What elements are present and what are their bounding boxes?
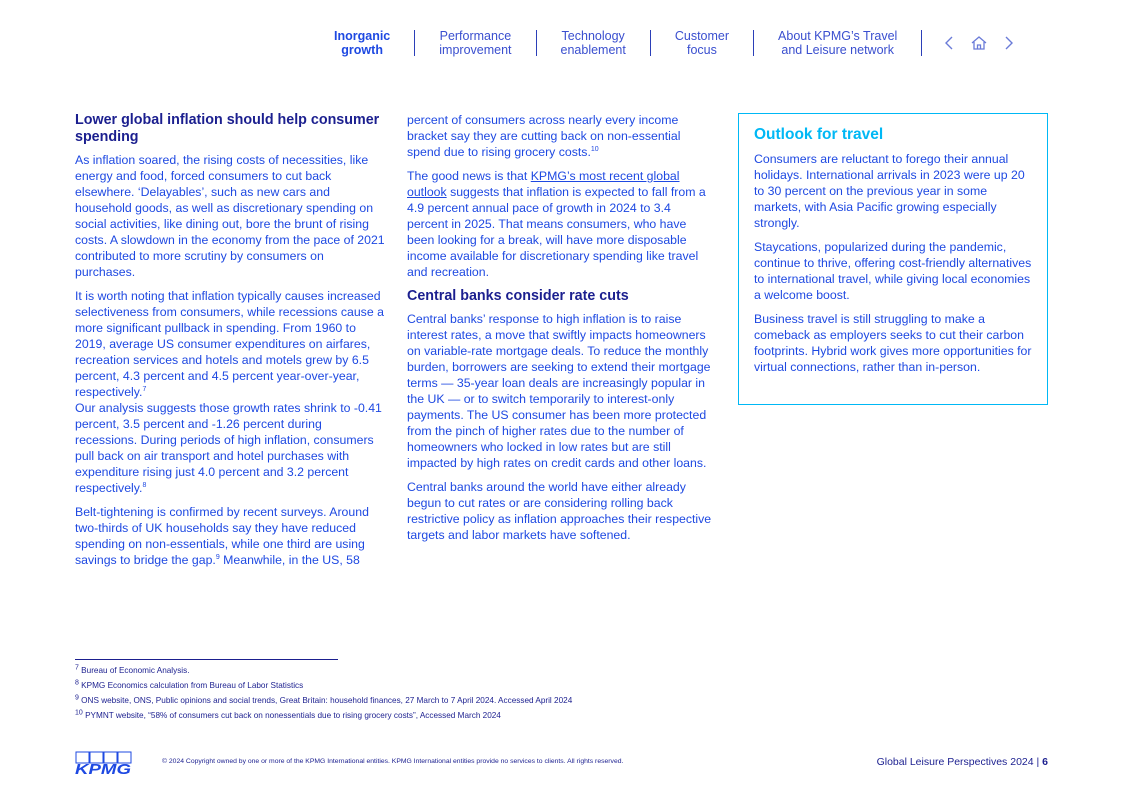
nav-tab-about-network[interactable]	[754, 29, 921, 57]
paragraph: Business travel is still struggling to make a comeback as employers seeks to cut their carbon footprints. Hybrid work gives more opportunities for virtual connections, rather than in-person.	[754, 312, 1032, 374]
nav-tab-customer-focus[interactable]	[651, 29, 753, 57]
footnote-item	[75, 693, 775, 708]
footnote-item	[75, 708, 775, 723]
footnote-number: 7	[75, 664, 79, 672]
page-number: 6	[1042, 756, 1048, 768]
nav-tab-technology-enablement[interactable]	[537, 29, 650, 57]
article-column-1	[75, 112, 387, 576]
nav-tab-label: enablement	[560, 43, 626, 57]
footnote-ref[interactable]: 8	[142, 481, 147, 489]
nav-tab-label: Customer	[674, 29, 730, 43]
outlook-for-travel-box	[738, 113, 1048, 405]
paragraph: As inflation soared, the rising costs of necessities, like energy and food, forced consumers to cut back elsewhere. ‘Delayables’, such as new cars and household goods, as well as discretionary spending on social activities, like dining out, bore the brunt of rising costs. A slowdown in the economy from the pace of 2021 contributed to more scrutiny by consumers on purchases.	[75, 153, 385, 279]
footnote-ref[interactable]: 9	[215, 553, 220, 561]
footnote-text: Bureau of Economic Analysis.	[78, 666, 190, 675]
paragraph: Staycations, popularized during the pandemic, continue to thrive, offering cost-friendly alternatives to international travel, while giving local economies a welcome boost.	[754, 240, 1032, 302]
nav-tab-label: and Leisure network	[781, 43, 894, 57]
paragraph-text: Our analysis suggests those growth rates shrink to -0.41 percent, 3.5 percent and -1.26 percent during recessions. During periods of high inflation, consumers pull back on air transport and hotel purchases with expenditure rising just 4.0 percent and 3.2 percent respectively.	[75, 401, 382, 495]
nav-tab-label: improvement	[439, 43, 512, 57]
nav-tab-label: focus	[686, 43, 717, 57]
paragraph: Consumers are reluctant to forego their annual holidays. International arrivals in 2023 were up 20 to 30 percent on the previous year in some markets, with Asia Pacific growing especially strongly.	[754, 152, 1025, 230]
nav-tab-performance-improvement[interactable]	[415, 29, 535, 57]
footnotes	[75, 663, 775, 723]
article-column-2	[407, 112, 712, 551]
paragraph-text: Meanwhile, in the US, 58	[219, 553, 360, 567]
footnote-text: KPMG Economics calculation from Bureau of Labor Statistics	[78, 681, 304, 690]
nav-tab-inorganic-growth[interactable]	[310, 29, 414, 57]
paragraph-text: suggests that inflation is expected to fall from a 4.9 percent annual pace of growth in 2024 to 3.4 percent in 2025. That means consumers, who have been looking for a break, will have more disposable income available for discretionary spending like travel and recreation.	[407, 185, 706, 279]
home-icon[interactable]	[970, 34, 988, 52]
copyright-notice: © 2024 Copyright owned by one or more of the KPMG International entities. KPMG International entities provide no services to clients. All rights reserved.	[162, 758, 624, 765]
kpmg-logo	[75, 751, 133, 775]
footnote-number: 10	[75, 709, 83, 717]
publication-info	[877, 756, 1048, 768]
paragraph	[75, 288, 387, 496]
footnote-ref[interactable]: 7	[142, 385, 147, 393]
footnote-text: ONS website, ONS, Public opinions and social trends, Great Britain: household finances, 27 March to 7 April 2024. Accessed April 2024	[78, 696, 573, 705]
footnote-item	[75, 663, 775, 678]
kpmg-logo-text: KPMG	[75, 761, 132, 775]
footnote-divider	[75, 659, 338, 660]
nav-divider	[921, 30, 922, 56]
paragraph	[75, 504, 387, 568]
footnote-text: PYMNT website, “58% of consumers cut back on nonessentials due to rising grocery costs”, Accessed March 2024	[82, 711, 501, 720]
chevron-right-icon[interactable]	[1000, 34, 1018, 52]
chevron-left-icon[interactable]	[940, 34, 958, 52]
outlook-heading: Outlook for travel	[754, 126, 884, 143]
publication-title: Global Leisure Perspectives 2024	[876, 756, 1034, 768]
nav-tab-label: growth	[341, 43, 383, 57]
section-heading-rate-cuts: Central banks consider rate cuts	[407, 288, 629, 304]
footnote-number: 8	[75, 679, 79, 687]
paragraph	[407, 168, 712, 280]
footnote-item	[75, 678, 775, 693]
top-nav	[310, 28, 1018, 58]
footnote-number: 9	[75, 694, 79, 702]
paragraph-text: percent of consumers across nearly every income bracket say they are cutting back on non-essential spend due to rising grocery costs.	[407, 113, 681, 159]
paragraph: Central banks around the world have either already begun to cut rates or are considering rolling back restrictive policy as inflation approaches their respective targets and labor markets have softened.	[407, 480, 712, 542]
paragraph-text: Belt-tightening is confirmed by recent surveys. Around two-thirds of UK households say they have reduced spending on non-essentials, while one third are using savings to bridge the gap.	[75, 505, 369, 567]
paragraph-text: It is worth noting that inflation typically causes increased selectiveness from consumers, while recessions cause a more significant pullback in spending. From 1960 to 2019, average US consumer expenditures on airfares, recreation services and hotels and motels grew by 6.5 percent, 4.3 percent and 4.5 percent year-over-year, respectively.	[75, 289, 384, 399]
nav-tab-label: Technology	[561, 29, 625, 43]
nav-icon-group	[940, 34, 1018, 52]
footnote-ref[interactable]: 10	[590, 145, 599, 153]
nav-tab-label: Inorganic	[334, 29, 391, 43]
paragraph-text: The good news is that	[407, 169, 531, 183]
nav-tab-label: Performance	[439, 29, 512, 43]
section-heading-inflation: Lower global inflation should help consumer spending	[75, 112, 380, 145]
nav-tab-label: About KPMG’s Travel	[778, 29, 898, 43]
paragraph	[407, 112, 712, 160]
page-separator: |	[1033, 756, 1043, 768]
kpmg-global-outlook-link[interactable]: KPMG’s most recent global outlook	[407, 169, 680, 199]
paragraph: Central banks’ response to high inflation is to raise interest rates, a move that swiftly impacts homeowners on variable-rate mortgage deals. To reduce the monthly burden, borrowers are seeking to extend their mortgage terms — 35-year loan deals are increasingly popular in the UK — or to switch temporarily to interest-only payments. The US consumer has been more protected from the pinch of higher rates due to the number of homeowners who locked in low rates but are still impacted by high rates on credit cards and other loans.	[407, 312, 711, 470]
